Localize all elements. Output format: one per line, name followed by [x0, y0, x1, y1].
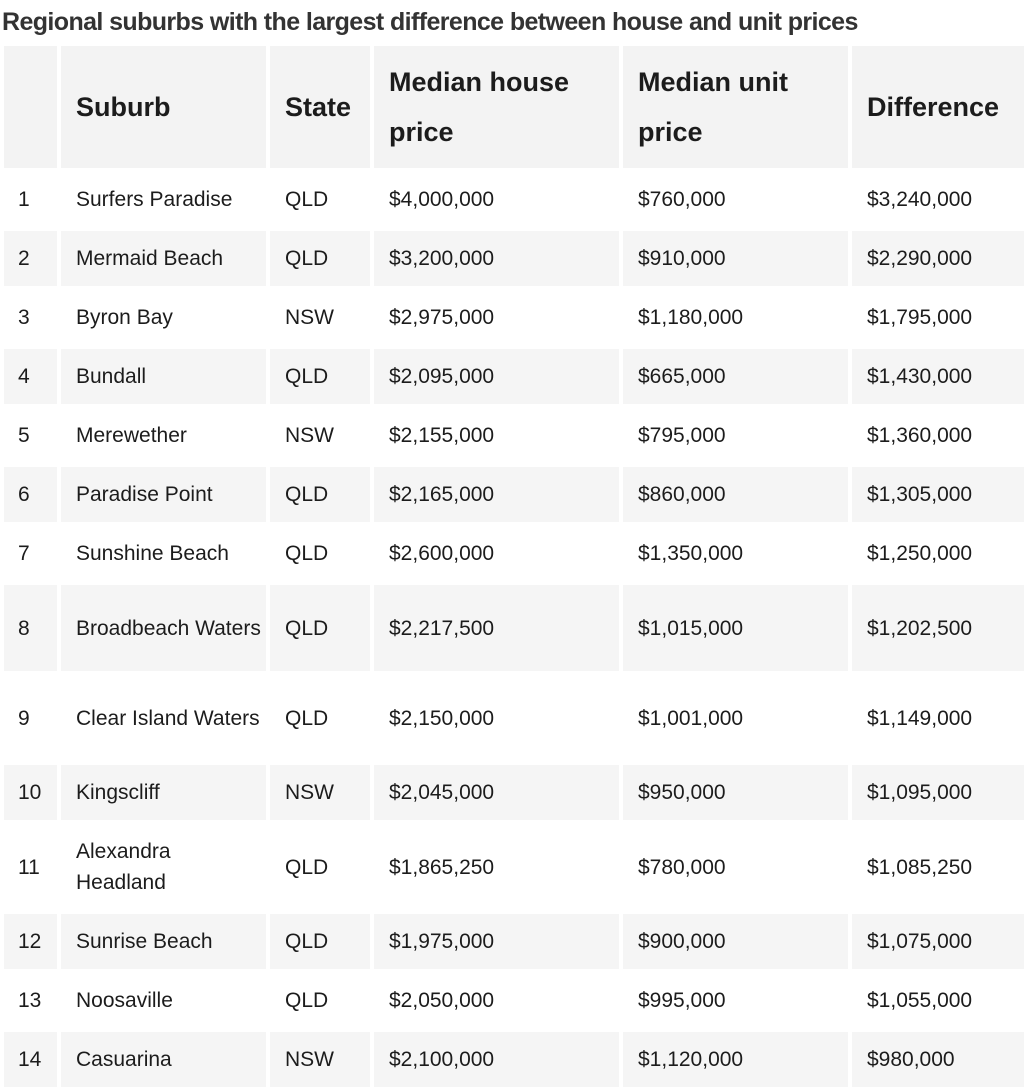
- table-row: [4, 467, 1024, 522]
- suburb-cell: Merewether: [61, 408, 266, 463]
- header-suburb: Suburb: [61, 46, 266, 168]
- house-price-cell: $2,150,000: [374, 675, 619, 761]
- house-price-cell: $3,200,000: [374, 231, 619, 286]
- suburb-cell: Alexandra Headland: [61, 824, 266, 910]
- rank-cell: 12: [4, 914, 57, 969]
- table-row: [4, 914, 1024, 969]
- house-price-cell: $1,975,000: [374, 914, 619, 969]
- table-row: [4, 675, 1024, 761]
- rank-cell: 4: [4, 349, 57, 404]
- state-cell: NSW: [270, 290, 370, 345]
- rank-cell: 14: [4, 1032, 57, 1087]
- suburb-cell: Sunrise Beach: [61, 914, 266, 969]
- unit-price-cell: $910,000: [623, 231, 848, 286]
- unit-price-cell: $1,015,000: [623, 585, 848, 671]
- house-price-cell: $2,975,000: [374, 290, 619, 345]
- state-cell: QLD: [270, 824, 370, 910]
- suburb-cell: Paradise Point: [61, 467, 266, 522]
- rank-cell: 7: [4, 526, 57, 581]
- difference-cell: $1,095,000: [852, 765, 1024, 820]
- rank-cell: 2: [4, 231, 57, 286]
- rank-cell: 3: [4, 290, 57, 345]
- house-price-cell: $1,865,250: [374, 824, 619, 910]
- table-row: [4, 824, 1024, 910]
- state-cell: NSW: [270, 765, 370, 820]
- state-cell: NSW: [270, 408, 370, 463]
- difference-cell: $1,075,000: [852, 914, 1024, 969]
- unit-price-cell: $900,000: [623, 914, 848, 969]
- house-price-cell: $2,100,000: [374, 1032, 619, 1087]
- rank-cell: 10: [4, 765, 57, 820]
- rank-cell: 8: [4, 585, 57, 671]
- rank-cell: 13: [4, 973, 57, 1028]
- suburb-cell: Bundall: [61, 349, 266, 404]
- suburb-cell: Noosaville: [61, 973, 266, 1028]
- suburb-cell: Clear Island Waters: [61, 675, 266, 761]
- difference-cell: $1,202,500: [852, 585, 1024, 671]
- header-state: State: [270, 46, 370, 168]
- header-difference: Difference: [852, 46, 1024, 168]
- difference-cell: $1,360,000: [852, 408, 1024, 463]
- state-cell: QLD: [270, 914, 370, 969]
- suburb-cell: Sunshine Beach: [61, 526, 266, 581]
- table-body: [4, 172, 1024, 1087]
- page-title: Regional suburbs with the largest difference between house and unit prices: [2, 8, 858, 36]
- difference-cell: $3,240,000: [852, 172, 1024, 227]
- difference-cell: $1,085,250: [852, 824, 1024, 910]
- difference-cell: $1,149,000: [852, 675, 1024, 761]
- suburb-cell: Mermaid Beach: [61, 231, 266, 286]
- state-cell: NSW: [270, 1032, 370, 1087]
- header-median-house-price: Median house price: [374, 46, 619, 168]
- state-cell: QLD: [270, 231, 370, 286]
- house-price-cell: $2,600,000: [374, 526, 619, 581]
- suburb-cell: Casuarina: [61, 1032, 266, 1087]
- unit-price-cell: $780,000: [623, 824, 848, 910]
- difference-cell: $1,055,000: [852, 973, 1024, 1028]
- table-row: [4, 231, 1024, 286]
- suburb-price-table: [0, 42, 1024, 1091]
- state-cell: QLD: [270, 526, 370, 581]
- table-row: [4, 1032, 1024, 1087]
- state-cell: QLD: [270, 172, 370, 227]
- state-cell: QLD: [270, 585, 370, 671]
- table-row: [4, 290, 1024, 345]
- suburb-cell: Byron Bay: [61, 290, 266, 345]
- house-price-cell: $2,155,000: [374, 408, 619, 463]
- table-header: [4, 46, 1024, 168]
- difference-cell: $2,290,000: [852, 231, 1024, 286]
- state-cell: QLD: [270, 675, 370, 761]
- unit-price-cell: $665,000: [623, 349, 848, 404]
- unit-price-cell: $950,000: [623, 765, 848, 820]
- unit-price-cell: $795,000: [623, 408, 848, 463]
- unit-price-cell: $995,000: [623, 973, 848, 1028]
- table-row: [4, 973, 1024, 1028]
- rank-cell: 9: [4, 675, 57, 761]
- header-row: [4, 46, 1024, 168]
- house-price-cell: $2,095,000: [374, 349, 619, 404]
- table-row: [4, 349, 1024, 404]
- unit-price-cell: $1,001,000: [623, 675, 848, 761]
- table-row: [4, 585, 1024, 671]
- unit-price-cell: $860,000: [623, 467, 848, 522]
- header-median-unit-price: Median unit price: [623, 46, 848, 168]
- table-row: [4, 408, 1024, 463]
- unit-price-cell: $1,350,000: [623, 526, 848, 581]
- rank-cell: 1: [4, 172, 57, 227]
- house-price-cell: $4,000,000: [374, 172, 619, 227]
- difference-cell: $1,250,000: [852, 526, 1024, 581]
- state-cell: QLD: [270, 973, 370, 1028]
- rank-cell: 6: [4, 467, 57, 522]
- suburb-cell: Kingscliff: [61, 765, 266, 820]
- unit-price-cell: $1,120,000: [623, 1032, 848, 1087]
- table-row: [4, 526, 1024, 581]
- house-price-cell: $2,217,500: [374, 585, 619, 671]
- state-cell: QLD: [270, 467, 370, 522]
- difference-cell: $1,430,000: [852, 349, 1024, 404]
- suburb-cell: Surfers Paradise: [61, 172, 266, 227]
- house-price-cell: $2,045,000: [374, 765, 619, 820]
- house-price-cell: $2,050,000: [374, 973, 619, 1028]
- difference-cell: $1,795,000: [852, 290, 1024, 345]
- rank-cell: 5: [4, 408, 57, 463]
- state-cell: QLD: [270, 349, 370, 404]
- table-row: [4, 765, 1024, 820]
- unit-price-cell: $1,180,000: [623, 290, 848, 345]
- suburb-cell: Broadbeach Waters: [61, 585, 266, 671]
- difference-cell: $980,000: [852, 1032, 1024, 1087]
- unit-price-cell: $760,000: [623, 172, 848, 227]
- table-row: [4, 172, 1024, 227]
- difference-cell: $1,305,000: [852, 467, 1024, 522]
- header-rank: [4, 46, 57, 168]
- rank-cell: 11: [4, 824, 57, 910]
- house-price-cell: $2,165,000: [374, 467, 619, 522]
